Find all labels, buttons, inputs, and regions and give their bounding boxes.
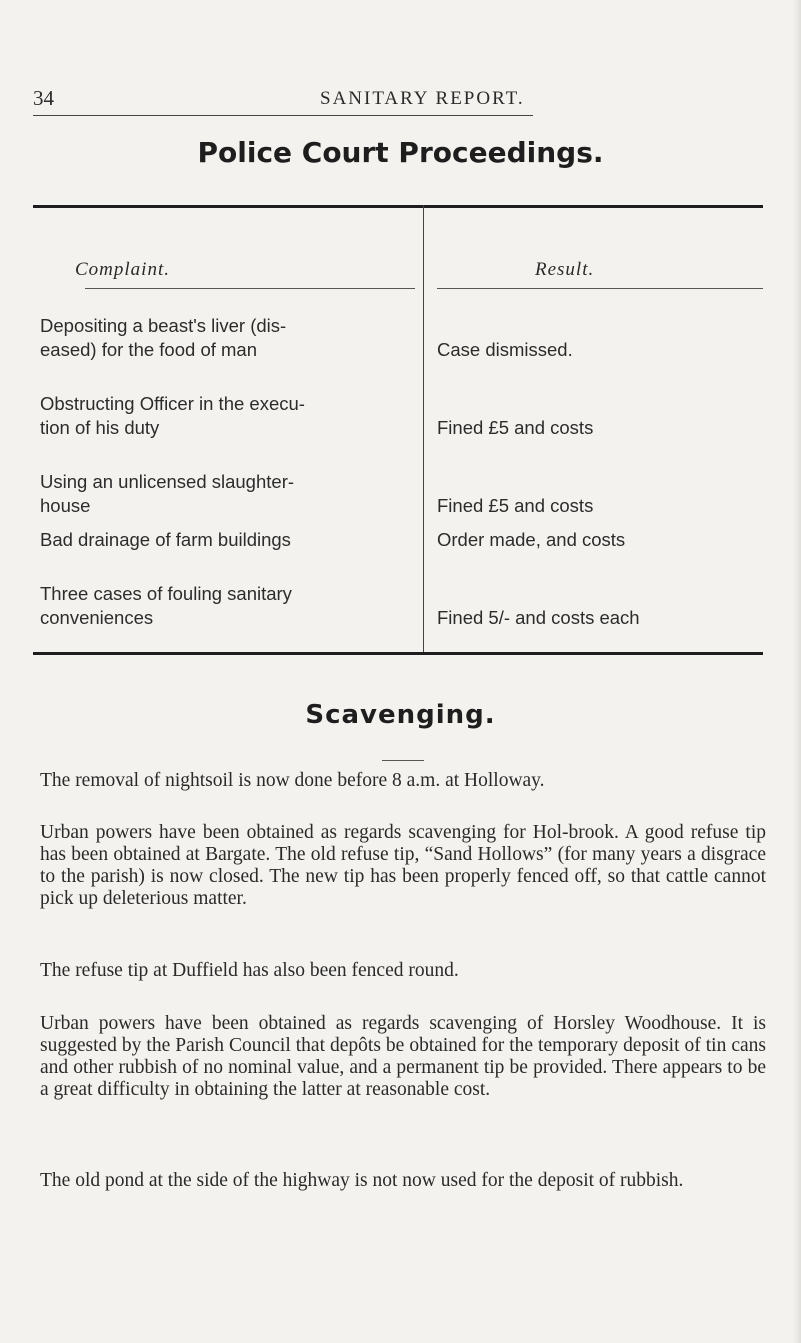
page-edge-shadow (793, 0, 801, 1343)
table-row-result: Fined 5/- and costs each (437, 607, 640, 628)
paragraph: Urban powers have been obtained as regards scavenging for Hol-brook. A good refuse tip has been obtained at Bargate. The old refuse tip, “Sand Hollows” (for many years a disgrace to the parish) is now closed. The new tip has been properly fenced off, so that cattle cannot pick up deleterious matter. (40, 822, 766, 909)
header-rule-right (437, 288, 763, 289)
complaint-line: Obstructing Officer in the execu- (40, 393, 305, 414)
table-row-complaint (40, 582, 410, 630)
table-row-complaint (40, 528, 410, 552)
complaint-line: eased) for the food of man (40, 339, 257, 360)
page-number: 34 (33, 86, 54, 110)
table-row-complaint (40, 314, 410, 362)
paragraph: The refuse tip at Duffield has also been fenced round. (40, 960, 459, 981)
paragraph: The removal of nightsoil is now done before 8 a.m. at Holloway. (40, 770, 545, 791)
complaint-line: house (40, 495, 91, 516)
column-header-result: Result. (535, 259, 595, 280)
column-header-complaint: Complaint. (75, 259, 170, 280)
header-rule-left (85, 288, 415, 289)
table-row-result: Fined £5 and costs (437, 495, 594, 516)
police-court-title: Police Court Proceedings. (197, 136, 604, 169)
table-bottom-rule (33, 652, 763, 655)
table-row-result: Fined £5 and costs (437, 417, 594, 438)
table-row-result: Case dismissed. (437, 339, 573, 360)
complaint-line: tion of his duty (40, 417, 160, 438)
complaint-line: Using an unlicensed slaughter- (40, 471, 295, 492)
table-row-complaint (40, 470, 410, 518)
paragraph: Urban powers have been obtained as regards scavenging of Horsley Woodhouse. It is suggested by the Parish Council that depôts be obtained for the temporary deposit of tin cans and other rubbish of no nominal value, and a permanent tip be provided. There appears to be a great difficulty in obtaining the latter at reasonable cost. (40, 1013, 766, 1100)
complaint-line: Bad drainage of farm buildings (40, 529, 291, 550)
title-short-rule (382, 760, 424, 761)
paragraph: The old pond at the side of the highway is not now used for the deposit of rubbish. (40, 1170, 684, 1191)
complaint-line: Depositing a beast's liver (dis- (40, 315, 287, 336)
complaint-line: conveniences (40, 607, 154, 628)
head-rule (33, 115, 533, 116)
table-row-complaint (40, 392, 410, 440)
table-row-result: Order made, and costs (437, 529, 626, 550)
running-head (0, 86, 801, 118)
table-column-divider (423, 205, 424, 653)
table-top-rule (33, 205, 763, 208)
complaint-line: Three cases of fouling sanitary (40, 583, 292, 604)
running-title: SANITARY REPORT. (320, 88, 525, 109)
scavenging-title: Scavenging. (305, 700, 496, 730)
